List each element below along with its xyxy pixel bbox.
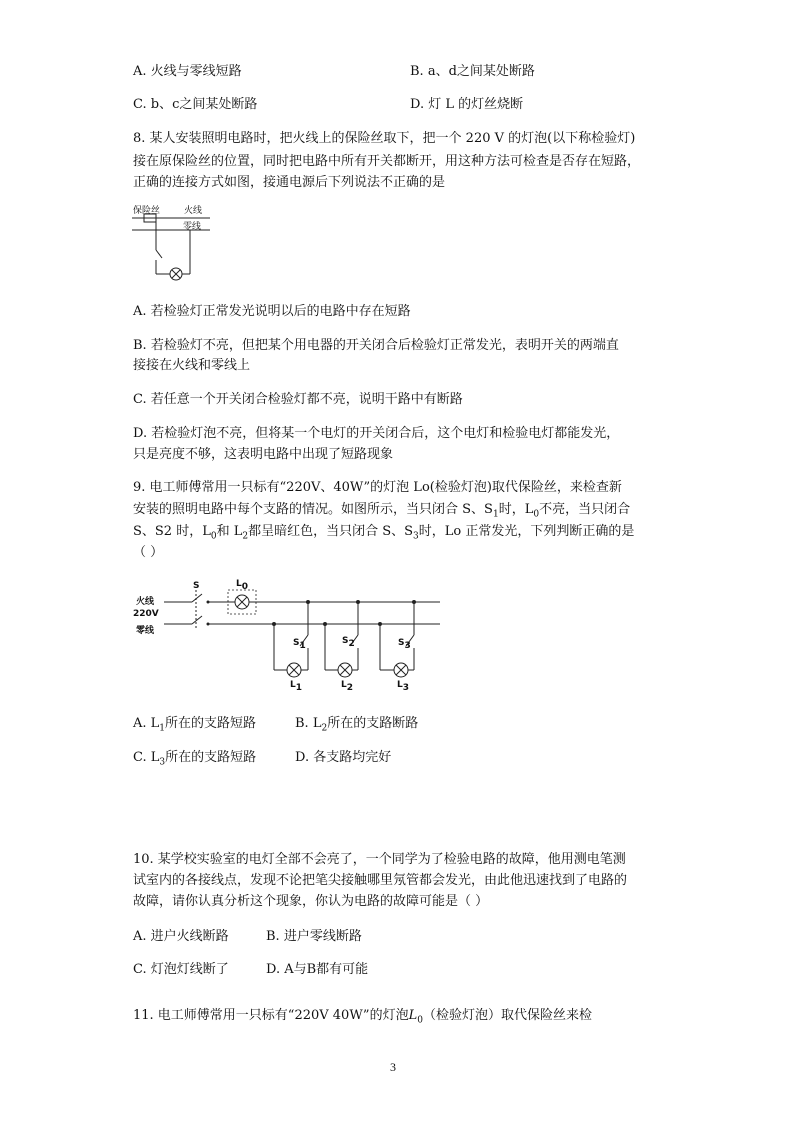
q8-option-d-line-2: 只是亮度不够，这表明电路中出现了短路现象	[133, 447, 394, 462]
q10-option-a: A. 进户火线断路	[133, 929, 229, 944]
q8-option-d-line-1: D. 若检验灯泡不亮，但将某一个电灯的开关闭合后，这个电灯和检验电灯都能发光，	[133, 426, 620, 441]
q9-option-c: C. $L_3$所在的支路短路	[133, 750, 257, 768]
q7-option-c: C. b、c之间某处断路	[133, 97, 258, 112]
fig9-lamp1-label: $L_1$	[290, 680, 303, 693]
fig9-switch3-label: $S_3$	[398, 638, 411, 651]
fig9-switch1-label: $S_1$	[293, 638, 306, 651]
fig9-lamp2-label: $L_2$	[341, 680, 354, 693]
q10-stem-line-1: 10. 某学校实验室的电灯全部不会亮了，一个同学为了检验电路的故障，他用测电笔测	[133, 852, 626, 867]
q8-option-b-line-2: 接接在火线和零线上	[133, 358, 251, 373]
q8-stem-line-3: 正确的连接方式如图，接通电源后下列说法不正确的是	[133, 175, 446, 190]
q9-stem-line-2: 安装的照明电路中每个支路的情况。如图所示，当只闭合 S、$S_1$时，$L_0$不亮，当只闭合	[133, 502, 631, 520]
fig9-voltage-label: 220V	[133, 609, 159, 619]
q7-option-b: B. a、d之间某处断路	[410, 64, 535, 79]
q11-stem-line-1: 11. 电工师傅常用一只标有“220V 40W”的灯泡$L_0$（检验灯泡）取代保险丝来检	[133, 1008, 592, 1026]
q9-stem-line-1: 9. 电工师傅常用一只标有“220V、40W”的灯泡 Lo(检验灯泡)取代保险丝，来检查新	[133, 480, 622, 495]
fig9-main-switch-label: S	[193, 581, 200, 591]
q10-stem-line-3: 故障，请你认真分析这个现象，你认为电路的故障可能是（ ）	[133, 894, 489, 909]
fig9-lamp3-label: $L_3$	[397, 680, 410, 693]
q9-option-b: B. $L_2$所在的支路断路	[295, 716, 419, 734]
q10-stem-line-2: 试室内的各接线点，发现不论把笔尖接触哪里氖管都会发光，由此他迅速找到了电路的	[133, 873, 628, 888]
q8-stem-line-1: 8. 某人安装照明电路时，把火线上的保险丝取下，把一个 220 V 的灯泡(以下称检验灯)	[133, 131, 636, 146]
main-switch-blade-2	[192, 616, 202, 624]
fig9-neutral-label: 零线	[136, 626, 155, 636]
branch-switch	[156, 250, 162, 258]
q8-option-b-line-1: B. 若检验灯不亮，但把某个用电器的开关闭合后检验灯正常发光，表明开关的两端直	[133, 338, 619, 353]
page-number: 3	[390, 1060, 396, 1074]
q7-option-d: D. 灯 L 的灯丝烧断	[410, 97, 524, 112]
fig9-lamp0-label: $L_0$	[236, 579, 249, 592]
fig9-live-label: 火线	[136, 597, 155, 607]
q10-option-b: B. 进户零线断路	[266, 929, 362, 944]
q8-option-c: C. 若任意一个开关闭合检验灯都不亮，说明干路中有断路	[133, 392, 463, 407]
q9-option-d: D. 各支路均完好	[295, 750, 392, 765]
q9-stem-line-3: S、S2 时，$L_0$和 $L_2$都呈暗红色，当只闭合 S、$S_3$时，Lo 正常发光，下列判断正确的是	[133, 524, 635, 542]
q10-option-c: C. 灯泡灯线断了	[133, 962, 229, 977]
q7-option-a: A. 火线与零线短路	[133, 64, 242, 79]
q10-option-d: D. A与B都有可能	[266, 962, 369, 977]
q9-answer-paren: （ ）	[133, 545, 164, 560]
fig9-switch2-label: $S_2$	[342, 636, 355, 649]
neutral-label: 零线	[183, 222, 202, 232]
q9-option-a: A. $L_1$所在的支路短路	[133, 716, 257, 734]
q8-option-a: A. 若检验灯正常发光说明以后的电路中存在短路	[133, 304, 411, 319]
q8-stem-line-2: 接在原保险丝的位置，同时把电路中所有开关都断开，用这种方法可检查是否存在短路，	[133, 154, 641, 169]
fuse-label: 保险丝	[133, 206, 161, 216]
live-label: 火线	[184, 206, 203, 216]
main-switch-blade-1	[192, 594, 202, 602]
